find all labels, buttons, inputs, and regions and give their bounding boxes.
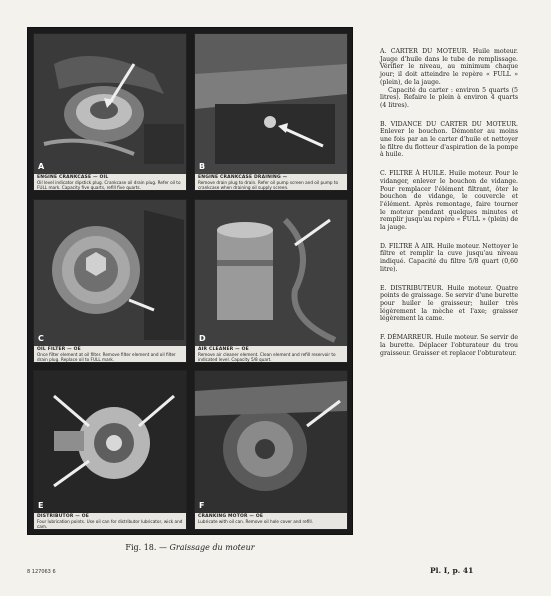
panel-caption-note: Remove drain plug to drain. Refer oil pump screen and oil pump to crankcase when draining oil supply screen. [198,180,339,190]
photo-panel-e [33,370,187,530]
panel-letter: C [38,334,44,343]
panel-caption [195,174,347,190]
photo-panel-a [33,33,187,191]
panel-caption-note: Four lubrication points. Use oil can for distributor lubricator, wick and cam. [37,519,183,529]
panel-caption-note: Lubricate with oil can. Remove oil hole cover and refill. [198,519,314,524]
panel-caption-title: ENGINE CRANKCASE — OIL [37,175,109,180]
item-heading: A. CARTER DU MOTEUR. [380,48,469,55]
instruction-item-d [380,243,518,274]
item-heading: C. FILTRE À HUILE. [380,170,447,178]
instruction-item-b [380,121,518,160]
panel-caption-title: ENGINE CRANKCASE DRAINING — [198,175,288,180]
panel-caption-title: CRANKING MOTOR — OE [198,514,264,519]
item-body: Huile moteur. Pour le vidanger, enlever le bouchon de vidange. Pour remplacer l'élément filtrant, ôter le bouchon de vidange, le couvercle et l'élément. Après remontage, faire tourner le moteur pendant quelques minutes et remplir jusqu'au repère « FULL » (plein) de la jauge. [380,170,519,232]
item-extra: Capacité du carter : environ 5 quarts (5 litres). Refaire le plein à environ 4 quarts (4 litres). [380,86,518,109]
item-heading: B. VIDANCE DU CARTER DU MOTEUR. [380,120,518,128]
item-heading: D. FILTRE À AIR. [380,242,435,250]
panel-letter: E [38,501,44,510]
panel-caption-title: DISTRIBUTOR — OE [37,514,90,519]
item-body: Huile moteur. Nettoyer le filtre et remplir la cuve jusqu'au niveau indiqué. Capacité du filtre 5/8 quart (0,60 litre). [380,242,518,273]
item-heading: E. DISTRIBUTEUR. [380,284,444,292]
item-body: Huile moteur. Jauge d'huile dans le tube de remplissage. Vérifier le niveau, au minimum chaque jour; il doit atteindre le repère « FULL » (plein), de la jauge. [380,48,518,86]
footer-page-reference: Pl. I, p. 41 [430,566,474,575]
item-body: Huile moteur. Se servir de la burette. Déplacer l'obturateur du trou graisseur. Graisser et replacer l'obturateur. [380,334,519,357]
panel-letter: B [199,162,206,171]
footer-print-code: 8 127063 6 [27,569,56,575]
panel-caption-title: AIR CLEANER — OE [198,347,249,352]
figure-caption-title: Graissage du moteur [169,543,255,552]
instruction-item-a [380,48,518,110]
panel-caption-note: Once filter element at oil filter. Remove filter element and oil filter drain plug. Replace oil to FULL mark. [37,352,176,362]
instruction-item-e [380,285,518,324]
panel-caption [34,174,186,190]
photo-panel-d [194,199,348,363]
panel-caption [195,346,347,362]
crankcase-drain-photo [195,34,347,174]
air-cleaner-photo [195,200,347,346]
photo-panel-c [33,199,187,363]
item-heading: F. DÉMARREUR. [380,334,434,342]
photo-panel-b [194,33,348,191]
instruction-item-c [380,170,518,232]
panel-letter: F [199,501,205,510]
panel-caption [195,513,347,529]
panel-letter: A [38,162,45,171]
figure-caption [40,543,340,552]
figure-caption-prefix: Fig. 18. — [125,543,170,552]
panel-caption-note: Oil level indicator dipstick plug. Crankcase oil drain plug. Refer oil to FULL mark. Capacity five quarts, refill five quarts. [37,180,181,190]
photo-grid [27,27,353,535]
distributor-photo [34,371,186,513]
photo-panel-f [194,370,348,530]
panel-caption [34,346,186,362]
item-body: Huile moteur. Quatre points de graissage. Se servir d'une burette pour huiler le graisseur; huiler très légèrement la mèche et l'axe; graisser légèrement la came. [380,284,518,323]
panel-caption-title: OIL FILTER — OE [37,347,81,352]
instruction-item-f [380,334,518,357]
panel-caption [34,513,186,529]
panel-letter: D [199,334,206,343]
panel-caption-note: Remove air cleaner element. Clean element and refill reservoir to indicated level. Capacity 5/8 quart. [198,352,336,362]
cranking-motor-photo [195,371,347,513]
instructions-column [380,48,518,368]
item-body: Enlever le bouchon. Démonter au moins une fois par an le carter d'huile et nettoyer le filtre du flotteur d'aspiration de la pompe à huile. [380,128,518,159]
oil-filter-photo [34,200,186,346]
engine-oil-dipstick-photo [34,34,186,174]
